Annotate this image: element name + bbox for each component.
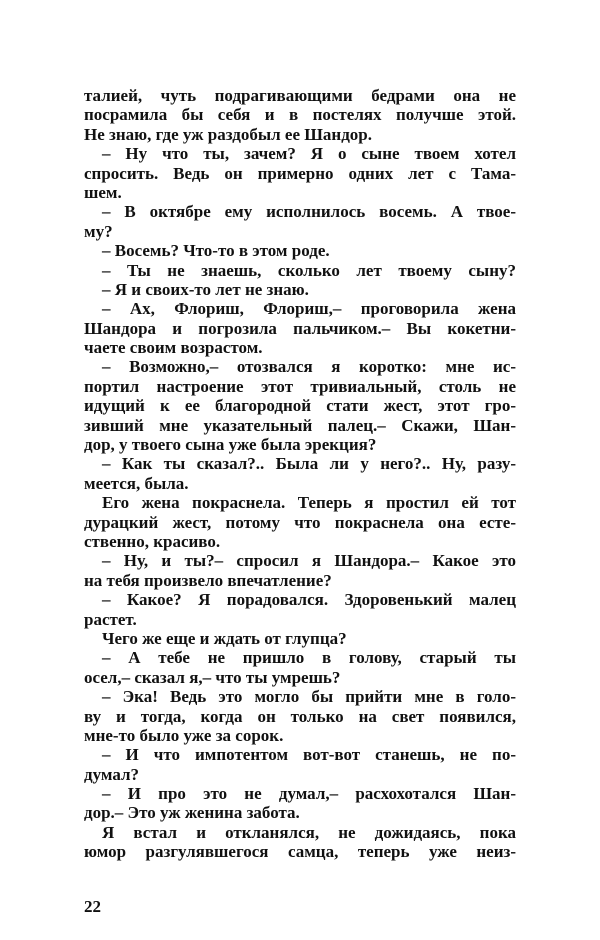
text-line: растет. xyxy=(84,609,137,629)
text-line: – И про это не думал,– расхохотался Шан- xyxy=(102,784,516,804)
text-line: дурацкий жест, потому что покраснела она есте- xyxy=(84,512,516,532)
text-line: – Ах, Флориш, Флориш,– проговорила жена xyxy=(102,299,516,319)
text-line: меется, была. xyxy=(84,473,189,493)
text-line: – Какое? Я порадовался. Здоровенький малец xyxy=(102,590,516,610)
text-line: дор, у твоего сына уже была эрекция? xyxy=(84,435,377,455)
text-line: зивший мне указательный палец.– Скажи, Шан- xyxy=(84,415,516,435)
text-line: юмор разгулявшегося самца, теперь уже неиз- xyxy=(84,842,516,862)
text-line: му? xyxy=(84,221,113,241)
text-line: осел,– сказал я,– что ты умрешь? xyxy=(84,667,341,687)
text-line: ственно, красиво. xyxy=(84,531,221,551)
text-line: – Восемь? Что-то в этом роде. xyxy=(102,241,330,261)
text-line: Шандора и погрозила пальчиком.– Вы кокетни- xyxy=(84,318,516,338)
text-line: – Ну что ты, зачем? Я о сыне твоем хотел xyxy=(102,144,516,164)
text-line: – А тебе не пришло в голову, старый ты xyxy=(102,648,516,668)
page-number: 22 xyxy=(84,897,101,916)
text-line: портил настроение этот тривиальный, столь не xyxy=(84,376,516,396)
text-line: – Возможно,– отозвался я коротко: мне ис- xyxy=(102,357,516,377)
text-line: спросить. Ведь он примерно одних лет с Тама- xyxy=(84,163,516,183)
text-line: – Ты не знаешь, сколько лет твоему сыну? xyxy=(102,260,516,280)
text-line: дор.– Это уж женина забота. xyxy=(84,803,300,823)
text-line: Чего же еще и ждать от глупца? xyxy=(102,628,347,648)
text-line: ву и тогда, когда он только на свет появился, xyxy=(84,706,516,726)
text-line: на тебя произвело впечатление? xyxy=(84,570,332,590)
text-line: Я встал и откланялся, не дожидаясь, пока xyxy=(102,822,516,842)
text-line: чаете своим возрастом. xyxy=(84,338,263,358)
text-line: – И что импотентом вот-вот станешь, не по- xyxy=(102,745,516,765)
text-line: шем. xyxy=(84,182,122,202)
text-line: идущий к ее благородной стати жест, этот гро- xyxy=(84,396,516,416)
text-line: талией, чуть подрагивающими бедрами она не xyxy=(84,86,516,105)
text-line: Не знаю, где уж раздобыл ее Шандор. xyxy=(84,124,373,144)
text-line: мне-то было уже за сорок. xyxy=(84,725,284,745)
text-line: посрамила бы себя и в постелях получше этой. xyxy=(84,105,516,125)
page-text xyxy=(84,86,516,862)
text-line: – Ну, и ты?– спросил я Шандора.– Какое это xyxy=(102,551,516,571)
text-line: – В октябре ему исполнилось восемь. А твое- xyxy=(102,202,516,222)
text-line: – Я и своих-то лет не знаю. xyxy=(102,279,309,299)
text-line: думал? xyxy=(84,764,140,784)
text-line: – Как ты сказал?.. Была ли у него?.. Ну, разу- xyxy=(102,454,516,474)
text-line: Его жена покраснела. Теперь я простил ей тот xyxy=(102,493,516,513)
text-line: – Эка! Ведь это могло бы прийти мне в голо- xyxy=(102,687,516,707)
